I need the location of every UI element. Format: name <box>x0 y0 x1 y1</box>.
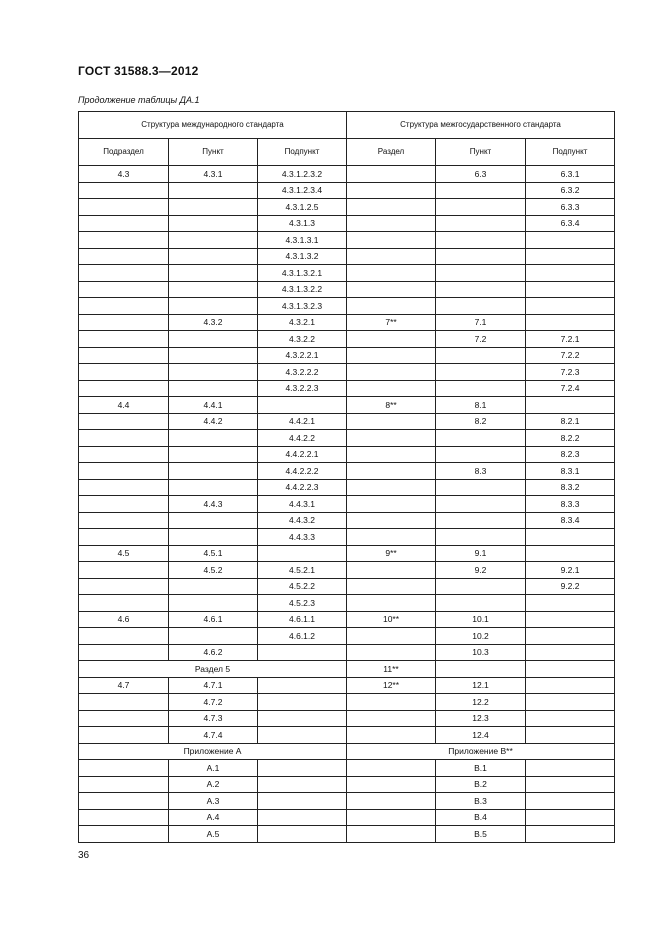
col-header: Подраздел <box>79 139 169 166</box>
table-cell: 4.4.3.1 <box>258 496 347 513</box>
table-cell <box>436 265 526 282</box>
table-row <box>79 463 615 480</box>
table-cell: 7.2.2 <box>526 347 615 364</box>
table-row <box>79 182 615 199</box>
section-5-label: Раздел 5 <box>79 661 347 678</box>
table-cell <box>526 595 615 612</box>
table-cell <box>436 364 526 381</box>
table-cell <box>526 661 615 678</box>
table-cell <box>436 578 526 595</box>
table-cell <box>79 364 169 381</box>
table-cell: 12.1 <box>436 677 526 694</box>
table-cell <box>436 446 526 463</box>
table-cell <box>526 314 615 331</box>
document-id: ГОСТ 31588.3—2012 <box>78 64 199 78</box>
table-cell <box>79 793 169 810</box>
table-cell <box>258 793 347 810</box>
table-cell: 8.2 <box>436 413 526 430</box>
table-cell: 4.6 <box>79 611 169 628</box>
table-cell <box>258 710 347 727</box>
table-cell <box>526 298 615 315</box>
col-header: Пункт <box>436 139 526 166</box>
table-cell <box>79 496 169 513</box>
table-cell <box>436 347 526 364</box>
table-cell: 7.2 <box>436 331 526 348</box>
table-cell: 7.2.3 <box>526 364 615 381</box>
table-caption: Продолжение таблицы ДА.1 <box>78 95 200 105</box>
table-cell <box>169 265 258 282</box>
table-cell: 4.4.3.3 <box>258 529 347 546</box>
table-row <box>79 232 615 249</box>
table-cell: 4.3.2.1 <box>258 314 347 331</box>
table-cell <box>436 199 526 216</box>
table-cell <box>347 496 436 513</box>
table-cell <box>79 314 169 331</box>
table-row <box>79 760 615 777</box>
table-cell: В.3 <box>436 793 526 810</box>
table-cell <box>526 727 615 744</box>
table-cell <box>169 298 258 315</box>
table-cell: 8.2.1 <box>526 413 615 430</box>
table-cell: 4.7.1 <box>169 677 258 694</box>
table-cell: 4.3.1.3.2.1 <box>258 265 347 282</box>
table-cell <box>526 694 615 711</box>
table-cell <box>79 809 169 826</box>
table-row <box>79 776 615 793</box>
table-row <box>79 331 615 348</box>
table-cell: 4.5.2.3 <box>258 595 347 612</box>
table-cell: 4.5.2.1 <box>258 562 347 579</box>
table-cell <box>347 644 436 661</box>
table-cell <box>79 265 169 282</box>
table-cell <box>169 232 258 249</box>
appendix-a-label: Приложение А <box>79 743 347 760</box>
table-cell <box>347 298 436 315</box>
table-cell: 4.6.1 <box>169 611 258 628</box>
table-cell <box>79 578 169 595</box>
table-cell: А.2 <box>169 776 258 793</box>
table-cell <box>79 446 169 463</box>
table-cell <box>526 545 615 562</box>
table-cell <box>258 397 347 414</box>
table-cell: 4.3.1.3.2 <box>258 248 347 265</box>
table-row <box>79 677 615 694</box>
table-cell: 4.5.1 <box>169 545 258 562</box>
table-cell: 4.7.2 <box>169 694 258 711</box>
table-cell: 6.3.1 <box>526 166 615 183</box>
table-cell <box>436 281 526 298</box>
table-cell <box>526 710 615 727</box>
table-cell <box>79 710 169 727</box>
table-row <box>79 281 615 298</box>
table-cell <box>347 463 436 480</box>
table-cell: 8.2.2 <box>526 430 615 447</box>
table-cell <box>79 760 169 777</box>
table-cell: А.4 <box>169 809 258 826</box>
table-cell <box>347 710 436 727</box>
table-cell <box>436 215 526 232</box>
table-cell <box>169 248 258 265</box>
table-cell <box>79 182 169 199</box>
table-cell <box>526 628 615 645</box>
table-cell <box>79 512 169 529</box>
table-cell <box>347 529 436 546</box>
table-cell: В.4 <box>436 809 526 826</box>
table-cell: 7** <box>347 314 436 331</box>
table-cell <box>347 380 436 397</box>
table-cell <box>79 298 169 315</box>
table-cell: 4.3.1 <box>169 166 258 183</box>
table-cell: 4.5.2.2 <box>258 578 347 595</box>
table-cell <box>79 232 169 249</box>
table-row <box>79 611 615 628</box>
table-cell: 8.3.2 <box>526 479 615 496</box>
table-cell <box>347 248 436 265</box>
table-cell: 4.4 <box>79 397 169 414</box>
table-cell: 11** <box>347 661 436 678</box>
table-cell: 6.3.4 <box>526 215 615 232</box>
table-row <box>79 826 615 843</box>
table-cell <box>79 562 169 579</box>
table-cell <box>79 331 169 348</box>
table-cell <box>436 512 526 529</box>
table-cell <box>436 496 526 513</box>
table-cell <box>169 281 258 298</box>
table-cell <box>258 727 347 744</box>
table-cell <box>169 529 258 546</box>
table-cell <box>79 281 169 298</box>
table-row <box>79 347 615 364</box>
table-cell <box>436 380 526 397</box>
table-cell <box>436 595 526 612</box>
table-row <box>79 694 615 711</box>
table-cell <box>169 446 258 463</box>
table-cell <box>79 727 169 744</box>
table-cell <box>526 232 615 249</box>
table-cell: 8.3.3 <box>526 496 615 513</box>
table-cell <box>169 430 258 447</box>
table-row <box>79 545 615 562</box>
table-row <box>79 166 615 183</box>
table-cell <box>79 595 169 612</box>
table-row <box>79 298 615 315</box>
table-cell <box>169 479 258 496</box>
table-cell: 4.3 <box>79 166 169 183</box>
table-row <box>79 265 615 282</box>
table-cell: 4.3.2.2.3 <box>258 380 347 397</box>
table-cell <box>258 809 347 826</box>
table-cell <box>347 215 436 232</box>
col-header: Подпункт <box>526 139 615 166</box>
table-cell <box>169 199 258 216</box>
table-cell: 6.3 <box>436 166 526 183</box>
table-cell <box>347 347 436 364</box>
table-cell: 4.3.1.3.2.3 <box>258 298 347 315</box>
table-cell <box>79 347 169 364</box>
table-row <box>79 413 615 430</box>
table-cell <box>169 463 258 480</box>
table-cell: 9.1 <box>436 545 526 562</box>
col-header: Пункт <box>169 139 258 166</box>
table-cell <box>79 463 169 480</box>
table-cell <box>79 644 169 661</box>
table-cell: 4.3.2 <box>169 314 258 331</box>
table-cell <box>258 776 347 793</box>
table-cell <box>79 479 169 496</box>
table-cell: 8.3.1 <box>526 463 615 480</box>
table-row <box>79 578 615 595</box>
table-cell <box>347 281 436 298</box>
table-cell: 4.4.2 <box>169 413 258 430</box>
table-cell: 4.4.3 <box>169 496 258 513</box>
table-cell <box>347 562 436 579</box>
table-cell: 9** <box>347 545 436 562</box>
table-cell <box>79 826 169 843</box>
table-cell <box>526 677 615 694</box>
table-row <box>79 397 615 414</box>
table-cell <box>169 215 258 232</box>
column-header-row <box>79 139 615 166</box>
table-cell: А.1 <box>169 760 258 777</box>
table-cell: 8.3 <box>436 463 526 480</box>
table-cell <box>347 628 436 645</box>
table-cell: 4.3.1.2.5 <box>258 199 347 216</box>
appendix-header-row <box>79 743 615 760</box>
table-cell <box>347 578 436 595</box>
table-cell <box>347 826 436 843</box>
table-cell <box>436 298 526 315</box>
table-row <box>79 644 615 661</box>
table-cell: 4.5.2 <box>169 562 258 579</box>
table-cell <box>347 430 436 447</box>
table-cell <box>347 793 436 810</box>
table-cell <box>79 776 169 793</box>
table-row <box>79 479 615 496</box>
table-row <box>79 248 615 265</box>
table-cell <box>258 826 347 843</box>
table-cell: 12.2 <box>436 694 526 711</box>
table-row <box>79 199 615 216</box>
table-cell <box>347 809 436 826</box>
table-cell <box>169 578 258 595</box>
table-cell: 4.6.1.2 <box>258 628 347 645</box>
table-cell <box>436 661 526 678</box>
table-row <box>79 446 615 463</box>
table-cell <box>79 380 169 397</box>
table-cell <box>526 265 615 282</box>
col-header: Раздел <box>347 139 436 166</box>
table-cell <box>526 809 615 826</box>
table-row <box>79 314 615 331</box>
col-header: Подпункт <box>258 139 347 166</box>
table-cell: 6.3.2 <box>526 182 615 199</box>
table-cell: 4.5 <box>79 545 169 562</box>
table-cell <box>347 727 436 744</box>
table-cell <box>347 512 436 529</box>
table-cell <box>169 628 258 645</box>
table-cell <box>347 182 436 199</box>
intl-structure-header: Структура международного стандарта <box>79 112 347 139</box>
table-cell <box>347 199 436 216</box>
table-row <box>79 512 615 529</box>
table-cell <box>79 248 169 265</box>
table-cell <box>347 479 436 496</box>
table-cell: 4.4.2.2 <box>258 430 347 447</box>
table-cell: 4.7 <box>79 677 169 694</box>
table-cell <box>526 644 615 661</box>
table-row <box>79 380 615 397</box>
table-cell <box>436 232 526 249</box>
table-cell <box>526 281 615 298</box>
table-cell <box>169 182 258 199</box>
table-cell: 6.3.3 <box>526 199 615 216</box>
table-row <box>79 496 615 513</box>
table-cell: 9.2.2 <box>526 578 615 595</box>
table-cell: 10.3 <box>436 644 526 661</box>
table-cell: В.2 <box>436 776 526 793</box>
mapping-table <box>78 111 615 843</box>
table-row <box>79 215 615 232</box>
table-cell: 7.2.1 <box>526 331 615 348</box>
table-cell: 4.6.1.1 <box>258 611 347 628</box>
table-cell: 4.4.1 <box>169 397 258 414</box>
table-row <box>79 809 615 826</box>
table-cell <box>526 793 615 810</box>
table-cell: 10.2 <box>436 628 526 645</box>
table-row <box>79 562 615 579</box>
table-cell <box>347 364 436 381</box>
table-row <box>79 364 615 381</box>
table-cell <box>436 248 526 265</box>
table-cell <box>79 215 169 232</box>
table-cell: А.3 <box>169 793 258 810</box>
table-cell <box>169 364 258 381</box>
table-cell: 8.1 <box>436 397 526 414</box>
table-cell: 4.3.1.3.1 <box>258 232 347 249</box>
table-cell: 4.3.2.2.1 <box>258 347 347 364</box>
table-cell <box>79 430 169 447</box>
table-cell <box>436 479 526 496</box>
table-cell: 9.2.1 <box>526 562 615 579</box>
table-cell: В.5 <box>436 826 526 843</box>
table-cell <box>258 694 347 711</box>
table-cell <box>436 529 526 546</box>
table-cell <box>347 446 436 463</box>
table-cell: 4.4.2.2.2 <box>258 463 347 480</box>
table-cell <box>526 760 615 777</box>
table-cell: В.1 <box>436 760 526 777</box>
table-cell <box>526 529 615 546</box>
table-cell <box>526 397 615 414</box>
table-cell: 8.3.4 <box>526 512 615 529</box>
table-cell <box>258 545 347 562</box>
table-cell: А.5 <box>169 826 258 843</box>
table-cell <box>169 380 258 397</box>
table-row <box>79 529 615 546</box>
table-cell: 4.3.1.2.3.2 <box>258 166 347 183</box>
table-cell <box>169 512 258 529</box>
table-cell <box>258 677 347 694</box>
table-cell: 4.3.1.3 <box>258 215 347 232</box>
table-cell: 4.4.2.2.1 <box>258 446 347 463</box>
table-cell <box>347 595 436 612</box>
table-cell <box>258 644 347 661</box>
table-cell: 8.2.3 <box>526 446 615 463</box>
table-cell <box>169 331 258 348</box>
table-cell <box>169 595 258 612</box>
page-number: 36 <box>78 850 90 861</box>
table-cell: 4.3.1.3.2.2 <box>258 281 347 298</box>
table-cell: 10.1 <box>436 611 526 628</box>
table-cell: 4.3.1.2.3.4 <box>258 182 347 199</box>
table-cell: 4.4.2.1 <box>258 413 347 430</box>
table-cell: 7.2.4 <box>526 380 615 397</box>
table-row <box>79 710 615 727</box>
table-cell <box>347 760 436 777</box>
group-header-row <box>79 112 615 139</box>
table-cell: 4.4.3.2 <box>258 512 347 529</box>
table-cell: 12.4 <box>436 727 526 744</box>
table-row <box>79 793 615 810</box>
table-cell <box>347 331 436 348</box>
table-row <box>79 595 615 612</box>
table-cell <box>347 232 436 249</box>
table-cell: 4.3.2.2 <box>258 331 347 348</box>
table-row <box>79 727 615 744</box>
section-5-row <box>79 661 615 678</box>
interstate-structure-header: Структура межгосударственного стандарта <box>347 112 615 139</box>
table-cell: 4.7.4 <box>169 727 258 744</box>
table-cell <box>526 826 615 843</box>
table-cell: 4.4.2.2.3 <box>258 479 347 496</box>
table-cell <box>169 347 258 364</box>
table-cell <box>258 760 347 777</box>
table-cell: 7.1 <box>436 314 526 331</box>
table-cell: 4.6.2 <box>169 644 258 661</box>
table-cell <box>79 628 169 645</box>
table-cell <box>526 248 615 265</box>
table-row <box>79 628 615 645</box>
table-cell <box>79 199 169 216</box>
table-cell <box>526 611 615 628</box>
table-cell: 4.7.3 <box>169 710 258 727</box>
table-cell <box>79 529 169 546</box>
table-row <box>79 430 615 447</box>
table-cell: 12** <box>347 677 436 694</box>
table-cell <box>436 430 526 447</box>
table-cell: 4.3.2.2.2 <box>258 364 347 381</box>
appendix-b-label: Приложение В** <box>347 743 615 760</box>
table-cell <box>526 776 615 793</box>
table-cell: 8** <box>347 397 436 414</box>
table-cell: 9.2 <box>436 562 526 579</box>
table-cell <box>347 694 436 711</box>
table-cell <box>347 265 436 282</box>
table-cell <box>347 776 436 793</box>
table-cell: 12.3 <box>436 710 526 727</box>
table-cell <box>79 694 169 711</box>
table-cell <box>436 182 526 199</box>
table-cell: 10** <box>347 611 436 628</box>
table-cell <box>347 413 436 430</box>
table-cell <box>79 413 169 430</box>
table-cell <box>347 166 436 183</box>
